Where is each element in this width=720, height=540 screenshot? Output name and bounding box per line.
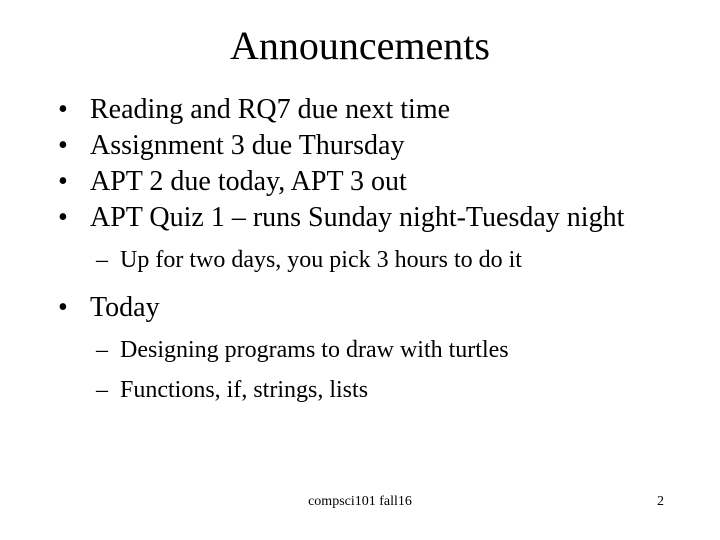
- spacer: [58, 236, 678, 244]
- sub-bullet-marker: –: [96, 377, 108, 403]
- bullet-text: APT 2 due today, APT 3 out: [90, 166, 407, 197]
- spacer: [58, 276, 678, 284]
- sub-bullet-marker: –: [96, 247, 108, 273]
- sub-bullet-marker: –: [96, 337, 108, 363]
- bullet-item-reading: [58, 92, 678, 128]
- spacer: [58, 326, 678, 334]
- bullet-marker: •: [58, 130, 68, 161]
- bullet-text: Assignment 3 due Thursday: [90, 130, 405, 161]
- slide-title: Announcements: [230, 23, 490, 68]
- bullet-item-assignment: [58, 128, 678, 164]
- bullet-text: Today: [90, 292, 160, 323]
- slide-footer: compsci101 fall16: [308, 494, 412, 509]
- sub-bullet-text: Designing programs to draw with turtles: [120, 337, 509, 363]
- bullet-marker: •: [58, 166, 68, 197]
- sub-bullet-functions: [58, 374, 678, 406]
- bullet-text: APT Quiz 1 – runs Sunday night-Tuesday night: [90, 202, 625, 233]
- sub-bullet-text: Functions, if, strings, lists: [120, 377, 369, 403]
- bullet-item-quiz: [58, 200, 678, 236]
- bullet-item-today: [58, 290, 678, 326]
- bullet-marker: •: [58, 292, 68, 323]
- sub-bullet-text: Up for two days, you pick 3 hours to do it: [120, 247, 522, 273]
- bullet-marker: •: [58, 202, 68, 233]
- bullet-list: [58, 92, 678, 406]
- sub-bullet-turtles: [58, 334, 678, 366]
- bullet-marker: •: [58, 94, 68, 125]
- bullet-text: Reading and RQ7 due next time: [90, 94, 451, 125]
- sub-bullet-quiz: [58, 244, 678, 276]
- page-number: 2: [657, 494, 664, 509]
- bullet-item-apt: [58, 164, 678, 200]
